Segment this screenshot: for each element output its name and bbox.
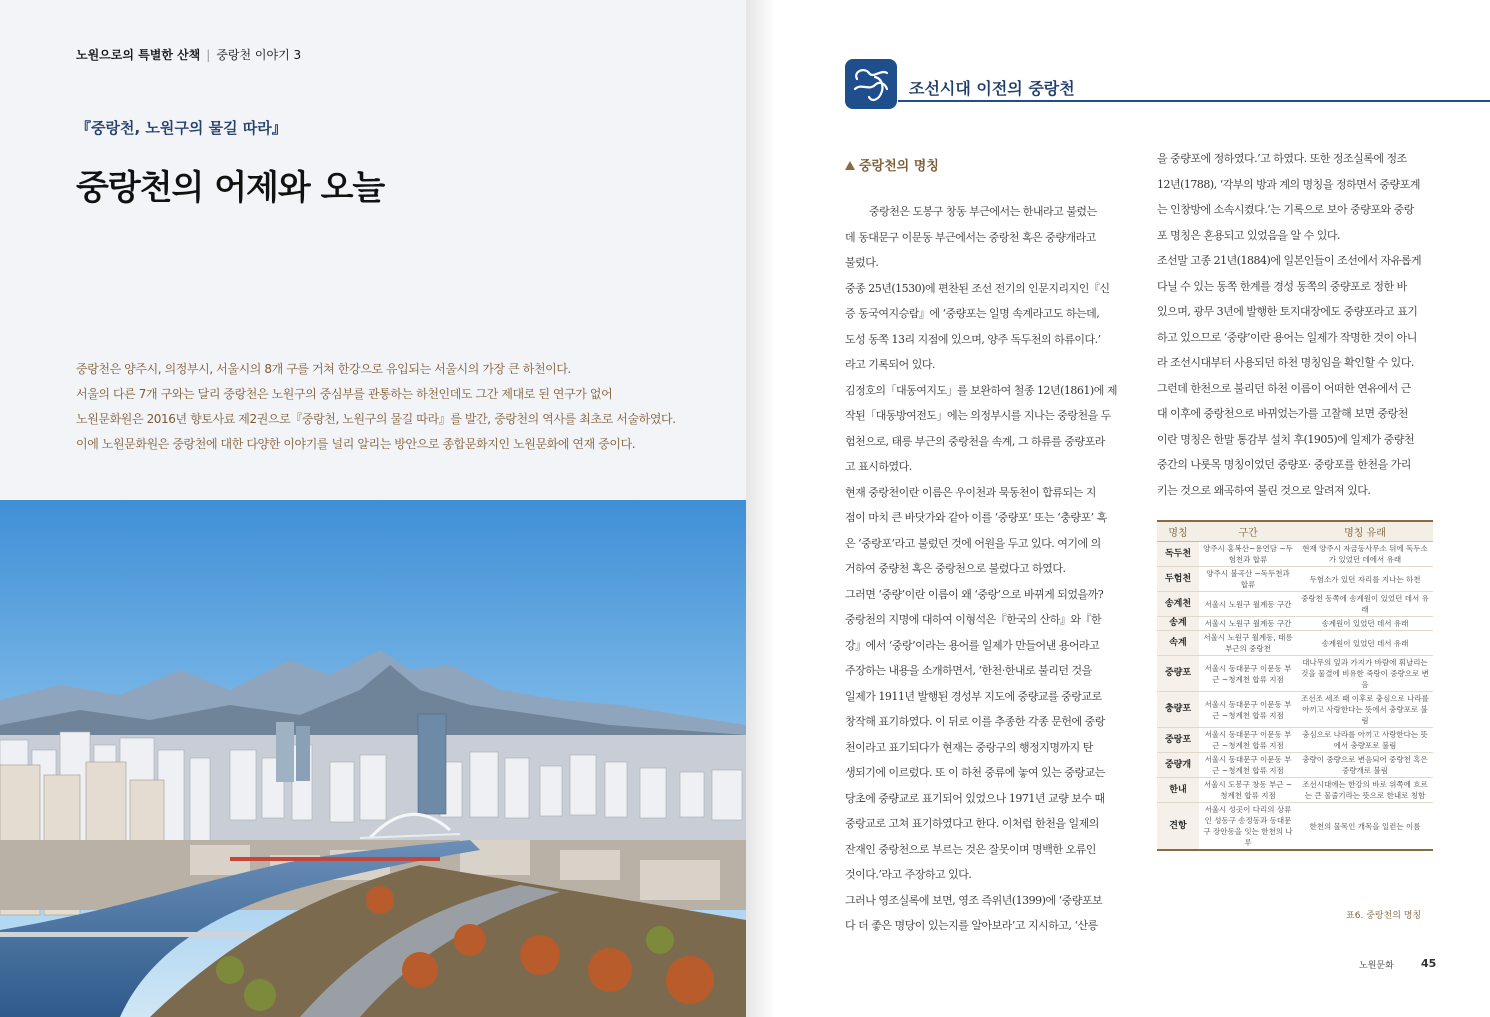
table-cell-section: 서울시 동대문구 이문동 부근 ~청계천 합류 지점 bbox=[1199, 728, 1297, 753]
body-line: 창작해 표기하였다. 이 뒤로 이를 추종한 각종 문헌에 중랑 bbox=[845, 715, 1105, 728]
table-row bbox=[1157, 567, 1433, 592]
body-line: 주장하는 내용을 소개하면서, ‘한천·한내로 불리던 것을 bbox=[845, 664, 1092, 677]
table-cell-origin: 송계원이 있었던 데서 유래 bbox=[1297, 617, 1433, 631]
table-row bbox=[1157, 753, 1433, 778]
body-line: 잔재인 중랑천으로 부르는 것은 잘못이며 명백한 오류인 bbox=[845, 842, 1096, 856]
table-cell-section: 양주시 불곡산 ~독두천과 합류 bbox=[1199, 567, 1297, 592]
running-head-series: 중랑천 이야기 3 bbox=[216, 48, 302, 62]
body-line: 증 동국여지승람』에 ‘중량포는 일명 속계라고도 하는데, bbox=[845, 307, 1100, 320]
body-line: 대 이후에 중랑천으로 바뀌었는가를 고찰해 보면 중랑천 bbox=[1157, 407, 1408, 420]
table-row bbox=[1157, 617, 1433, 631]
section-title: 조선시대 이전의 중랑천 bbox=[909, 79, 1075, 98]
body-line: 생되기에 이르렀다. 또 이 하천 중류에 놓여 있는 중랑교는 bbox=[845, 766, 1105, 779]
table-cell-name: 견항 bbox=[1157, 803, 1199, 851]
table-cell-section: 양주시 홍복산~용연담 ~두험천과 합류 bbox=[1199, 542, 1297, 567]
table-row bbox=[1157, 656, 1433, 692]
body-line: 그런데 한천으로 불리던 하천 이름이 어떠한 연유에서 근 bbox=[1157, 381, 1411, 395]
series-label: 『중랑천, 노원구의 물길 따라』 bbox=[76, 119, 287, 137]
body-line: 고 표시하였다. bbox=[845, 460, 912, 473]
triangle-bullet-icon bbox=[845, 161, 855, 170]
intro-line: 이에 노원문화원은 중랑천에 대한 다양한 이야기를 널리 알리는 방안으로 종합문화지인 노원문화에 연재 중이다. bbox=[76, 437, 636, 451]
table-header: 명칭 bbox=[1157, 521, 1199, 542]
body-line: 작된「대동방여전도」에는 의정부시를 지나는 중랑천을 두 bbox=[845, 409, 1111, 422]
subhead bbox=[845, 155, 939, 174]
body-line: 중종 25년(1530)에 편찬된 조선 전기의 인문지리지인『신 bbox=[845, 281, 1110, 295]
body-line: 그러나 영조실록에 보면, 영조 즉위년(1399)에 ‘중량포보 bbox=[845, 893, 1103, 907]
table-cell-section: 서울시 동대문구 이문동 부근 ~청계천 합류 지점 bbox=[1199, 692, 1297, 728]
body-line: 라고 기록되어 있다. bbox=[845, 358, 935, 371]
table-cell-origin: 조선조 세조 때 이후로 충심으로 나라를 아끼고 사랑한다는 뜻에서 충량포로 불림 bbox=[1297, 692, 1433, 728]
body-line: 김정호의「대동여지도」를 보완하여 철종 12년(1861)에 제 bbox=[845, 383, 1117, 397]
body-line: 포 명칭은 혼용되고 있었음을 알 수 있다. bbox=[1157, 228, 1340, 242]
table-cell-section: 서울시 노원구 월계동 구간 bbox=[1199, 617, 1297, 631]
table-cell-name: 송계천 bbox=[1157, 592, 1199, 617]
table-row bbox=[1157, 592, 1433, 617]
table-cell-origin: 중랑천 동쪽에 송계원이 있었던 데서 유래 bbox=[1297, 592, 1433, 617]
body-line: 이란 명칭은 한말 통감부 설치 후(1905)에 일제가 중량천 bbox=[1157, 432, 1415, 446]
body-line: 조선말 고종 21년(1884)에 일본인들이 조선에서 자유롭게 bbox=[1157, 254, 1422, 267]
river-swirl-icon bbox=[845, 59, 897, 109]
table-cell-section: 서울시 노원구 월계동, 태릉 부근의 중랑천 bbox=[1199, 631, 1297, 656]
table-header-row bbox=[1157, 521, 1433, 542]
table-cell-name: 한내 bbox=[1157, 778, 1199, 803]
gutter-shadow bbox=[746, 0, 776, 1017]
table-cell-origin: 대나무의 잎과 가지가 바람에 휘날리는 것을 물결에 비유한 죽랑이 중량으로 변음 bbox=[1297, 656, 1433, 692]
body-line: 키는 것으로 왜곡하여 불린 것으로 알려져 있다. bbox=[1157, 483, 1371, 497]
name-origin-table bbox=[1157, 520, 1433, 851]
table-cell-section: 서울시 노원구 월계동 구간 bbox=[1199, 592, 1297, 617]
body-line: 천이라고 표기되다가 현재는 중랑구의 행정지명까지 탄 bbox=[845, 740, 1093, 754]
body-line: 을 중량포에 정하였다.’고 하였다. 또한 정조실록에 정조 bbox=[1157, 152, 1407, 165]
body-line: 현재 중랑천이란 이름은 우이천과 묵동천이 합류되는 지 bbox=[845, 485, 1096, 499]
body-column-left bbox=[845, 199, 1121, 939]
table-row bbox=[1157, 542, 1433, 567]
body-line: 그러면 ‘중량’이란 이름이 왜 ‘중랑’으로 바뀌게 되었을까? bbox=[845, 587, 1104, 601]
table-cell-name: 속계 bbox=[1157, 631, 1199, 656]
section-rule bbox=[898, 100, 1490, 102]
table-cell-name: 중량개 bbox=[1157, 753, 1199, 778]
body-line: 중랑교로 고쳐 표기하였다고 한다. 이처럼 한천을 일제의 bbox=[845, 817, 1099, 830]
table-cell-name: 충량포 bbox=[1157, 692, 1199, 728]
table-cell-origin: 조선시대에는 한강의 바로 위쪽에 흐르는 큰 물줄기라는 뜻으로 한내로 칭함 bbox=[1297, 778, 1433, 803]
table-cell-name: 두험천 bbox=[1157, 567, 1199, 592]
table-cell-section: 서울시 도봉구 창동 부근 ~청계천 합류 지점 bbox=[1199, 778, 1297, 803]
body-line: 불렀다. bbox=[845, 256, 879, 269]
jungnangcheon-city-photo bbox=[0, 500, 746, 1017]
body-line: 일제가 1911년 발행된 경성부 지도에 중량교를 중랑교로 bbox=[845, 689, 1102, 703]
intro-line: 서울의 다른 7개 구와는 달리 중랑천은 노원구의 중심부를 관통하는 하천인데도 그간 제대로 된 연구가 없어 bbox=[76, 387, 613, 401]
body-line: 다닐 수 있는 동쪽 한계를 경성 동쪽의 중량포로 정한 바 bbox=[1157, 279, 1407, 293]
body-line: 있으며, 광무 3년에 발행한 토지대장에도 중량포라고 표기 bbox=[1157, 305, 1418, 318]
table-cell-section: 서울시 성곳이 다리의 상류인 성동구 송정동과 동대문구 장안동을 잇는 한천의 나루 bbox=[1199, 803, 1297, 851]
body-line: 거하여 중량천 혹은 중랑천으로 불렸다고 하였다. bbox=[845, 562, 1066, 575]
table-cell-name: 중랑포 bbox=[1157, 728, 1199, 753]
body-line: 점이 마치 큰 바닷가와 같아 이를 ‘중량포’ 또는 ‘충량포’ 혹 bbox=[845, 511, 1107, 524]
table-cell-origin: 두험소가 있던 자리를 지나는 하천 bbox=[1297, 567, 1433, 592]
table-cell-origin: 한천의 물목인 개목을 일컫는 이름 bbox=[1297, 803, 1433, 851]
table-cell-section: 서울시 동대문구 이문동 부근 ~청계천 합류 지점 bbox=[1199, 753, 1297, 778]
body-line: 중랑천의 지명에 대하여 이형석은『한국의 산하』와『한 bbox=[845, 613, 1102, 626]
table-cell-name: 독두천 bbox=[1157, 542, 1199, 567]
table-header: 명칭 유래 bbox=[1297, 521, 1433, 542]
body-line: 데 동대문구 이문동 부근에서는 중랑천 혹은 중량개라고 bbox=[845, 230, 1096, 244]
running-head bbox=[76, 46, 301, 63]
body-line: 중랑천은 도봉구 창동 부근에서는 한내라고 불렸는 bbox=[869, 205, 1097, 218]
body-line: 것이다.’라고 주장하고 있다. bbox=[845, 868, 972, 881]
subhead-label: 중랑천의 명칭 bbox=[859, 159, 939, 174]
table-cell-origin: 충심으로 나라를 아끼고 사랑한다는 뜻에서 충량포로 불림 bbox=[1297, 728, 1433, 753]
body-line: 는 인창방에 소속시켰다.’는 기록으로 보아 중량포와 중랑 bbox=[1157, 203, 1414, 216]
body-line: 다 더 좋은 명당이 있는지를 알아보라’고 지시하고, ‘산릉 bbox=[845, 919, 1098, 932]
body-line: 당초에 중량교로 표기되어 있었으나 1971년 교량 보수 때 bbox=[845, 791, 1105, 805]
table-row bbox=[1157, 778, 1433, 803]
body-column-right bbox=[1157, 146, 1435, 503]
table-caption: 표6. 중랑천의 명칭 bbox=[1346, 911, 1422, 921]
table-cell-origin: 송계원이 있었던 데서 유래 bbox=[1297, 631, 1433, 656]
body-line: 라 조선시대부터 사용되던 하천 명칭임을 확인할 수 있다. bbox=[1157, 356, 1414, 369]
table-header: 구간 bbox=[1199, 521, 1297, 542]
body-line: 은 ‘중랑포’라고 불렀던 것에 어원을 두고 있다. 여기에 의 bbox=[845, 536, 1101, 550]
table-cell-origin: 현재 양주시 자금동사무소 뒤에 독두소가 있었던 데에서 유래 bbox=[1297, 542, 1433, 567]
body-line: 12년(1788), ‘각부의 방과 계의 명칭을 정하면서 중량포계 bbox=[1157, 177, 1420, 191]
footer-magazine-name: 노원문화 bbox=[1359, 961, 1394, 971]
table-row bbox=[1157, 631, 1433, 656]
page-title: 중랑천의 어제와 오늘 bbox=[76, 168, 385, 208]
body-line: 험천으로, 태릉 부근의 중랑천을 속계, 그 하류를 중량포라 bbox=[845, 434, 1105, 448]
running-head-separator: | bbox=[206, 48, 211, 62]
table-cell-section: 서울시 동대문구 이문동 부근 ~청계천 합류 지점 bbox=[1199, 656, 1297, 692]
body-line: 중간의 나룻목 명칭이었던 중량포· 중랑포를 한천을 가리 bbox=[1157, 458, 1411, 471]
running-head-magazine: 노원으로의 특별한 산책 bbox=[76, 48, 201, 62]
intro-line: 중랑천은 양주시, 의정부시, 서울시의 8개 구를 거쳐 한강으로 유입되는 서울시의 가장 큰 하천이다. bbox=[76, 362, 571, 376]
body-line: 강』에서 ‘중랑’이라는 용어를 일제가 만들어낸 용어라고 bbox=[845, 638, 1100, 652]
intro-line: 노원문화원은 2016년 향토사료 제2권으로『중랑천, 노원구의 물길 따라』를 발간, 중랑천의 역사를 최초로 서술하였다. bbox=[76, 412, 676, 426]
table-cell-name: 중량포 bbox=[1157, 656, 1199, 692]
body-line: 도성 동쪽 13리 지점에 있으며, 양주 독두천의 하류이다.’ bbox=[845, 332, 1101, 346]
right-page bbox=[746, 0, 1490, 1017]
body-line: 하고 있으므로 ‘중량’이란 용어는 일제가 작명한 것이 아니 bbox=[1157, 330, 1417, 344]
intro-paragraph bbox=[76, 357, 716, 457]
table-cell-name: 송계 bbox=[1157, 617, 1199, 631]
table-row bbox=[1157, 692, 1433, 728]
table-row bbox=[1157, 803, 1433, 851]
page-number: 45 bbox=[1421, 957, 1437, 970]
table-row bbox=[1157, 728, 1433, 753]
table-cell-origin: 충량이 중량으로 변음되어 중량천 혹은 중량개로 불림 bbox=[1297, 753, 1433, 778]
